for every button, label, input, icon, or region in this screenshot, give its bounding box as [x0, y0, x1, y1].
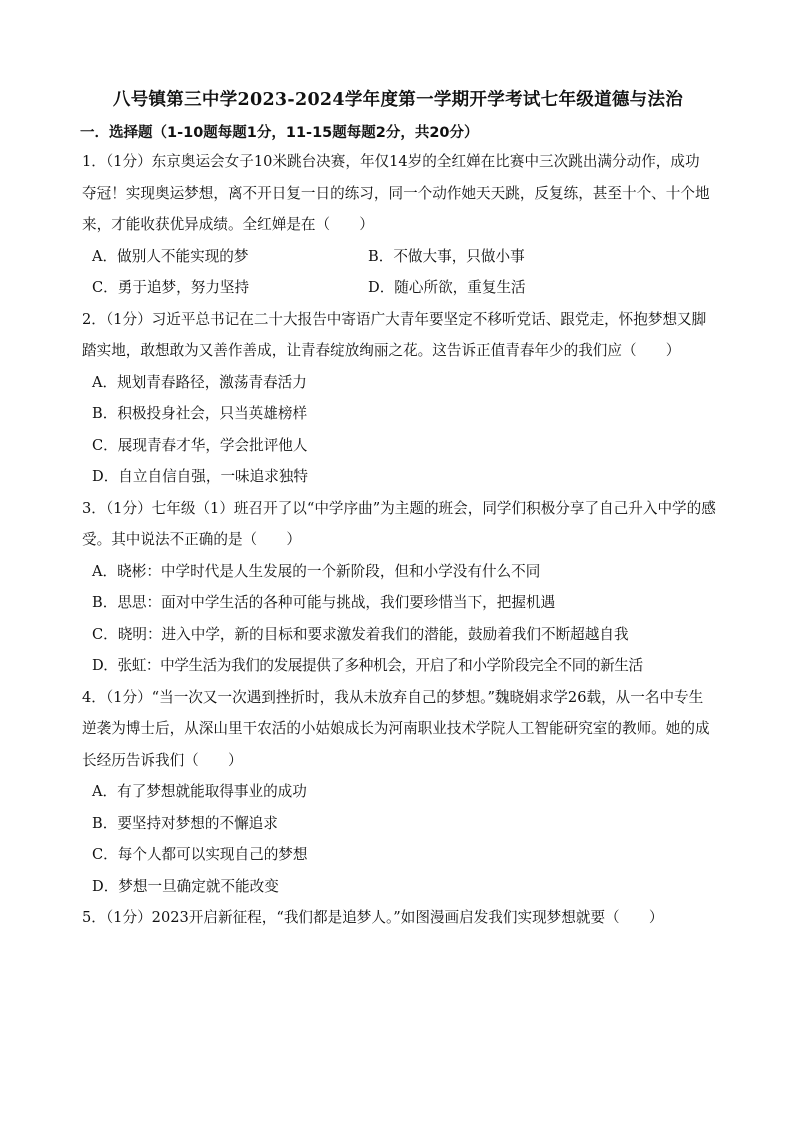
- question-2: [80, 304, 716, 493]
- question-number: 4．: [82, 688, 106, 706]
- options-list: [80, 776, 716, 902]
- option-c: C．勇于追梦，努力坚持: [92, 279, 250, 296]
- options-list: [80, 556, 716, 682]
- option-d: D．自立自信自强，一味追求独特: [92, 468, 309, 485]
- question-stem: [80, 902, 716, 934]
- option-a: A．做别人不能实现的梦: [92, 247, 249, 265]
- option-b: B．思思：面对中学生活的各种可能与挑战，我们要珍惜当下，把握机遇: [92, 594, 556, 611]
- question-number: 2．: [82, 310, 106, 328]
- question-text: （1分）东京奥运会女子10米跳台决赛，年仅14岁的全红婵在比赛中三次跳出满分动作，成功夺冠！实现奥运梦想，离不开日复一日的练习，同一个动作她天天跳，反复练，甚至十个、十个地来，才能收获优异成绩。全红婵是在（ ）: [82, 153, 710, 233]
- question-stem: [80, 682, 716, 777]
- option-d: D．梦想一旦确定就不能改变: [92, 877, 279, 895]
- question-number: 1．: [82, 153, 106, 170]
- question-1: [80, 146, 716, 304]
- options-grid: [80, 241, 716, 304]
- option-b: B．不做大事，只做小事: [368, 247, 525, 265]
- question-number: 5．: [82, 909, 106, 926]
- question-stem: [80, 146, 716, 241]
- option-c: C．每个人都可以实现自己的梦想: [92, 846, 308, 863]
- question-4: [80, 682, 716, 903]
- option-a: A．晓彬：中学时代是人生发展的一个新阶段，但和小学没有什么不同: [92, 562, 541, 580]
- option-b: B．要坚持对梦想的不懈追求: [92, 814, 278, 832]
- question-text: （1分）“当一次又一次遇到挫折时，我从未放弃自己的梦想。”魏晓娟求学26载，从一名中专生逆袭为博士后，从深山里干农活的小姑娘成长为河南职业技术学院人工智能研究室的教师。她的成长经历告诉我们（ ）: [82, 688, 710, 769]
- question-text: （1分）七年级（1）班召开了以“中学序曲”为主题的班会，同学们积极分享了自己升入中学的感受。其中说法不正确的是（ ）: [82, 499, 716, 548]
- question-stem: [80, 304, 716, 367]
- question-stem: [80, 493, 716, 556]
- option-a: A．规划青春路径，激荡青春活力: [92, 373, 307, 391]
- option-b: B．积极投身社会，只当英雄榜样: [92, 405, 308, 422]
- option-d: D．张虹：中学生活为我们的发展提供了多种机会，开启了和小学阶段完全不同的新生活: [92, 657, 643, 674]
- option-d: D．随心所欲，重复生活: [368, 279, 526, 296]
- question-text: （1分）习近平总书记在二十大报告中寄语广大青年要坚定不移听党话、跟党走，怀抱梦想又脚踏实地，敢想敢为又善作善成，让青春绽放绚丽之花。这告诉正值青春年少的我们应（ ）: [82, 310, 707, 359]
- question-text: （1分）2023开启新征程，“我们都是追梦人。”如图漫画启发我们实现梦想就要（ ）: [105, 909, 664, 926]
- question-3: [80, 493, 716, 682]
- option-c: C．展现青春才华，学会批评他人: [92, 436, 308, 454]
- section-heading: 一．选择题（1-10题每题1分，11-15题每题2分，共20分）: [80, 125, 479, 141]
- option-c: C．晓明：进入中学，新的目标和要求激发着我们的潜能，鼓励着我们不断超越自我: [92, 625, 629, 643]
- option-a: A．有了梦想就能取得事业的成功: [92, 783, 307, 800]
- exam-title: 八号镇第三中学2023-2024学年度第一学期开学考试七年级道德与法治: [112, 90, 684, 110]
- question-number: 3．: [82, 499, 106, 517]
- question-5: [80, 902, 716, 934]
- options-list: [80, 367, 716, 493]
